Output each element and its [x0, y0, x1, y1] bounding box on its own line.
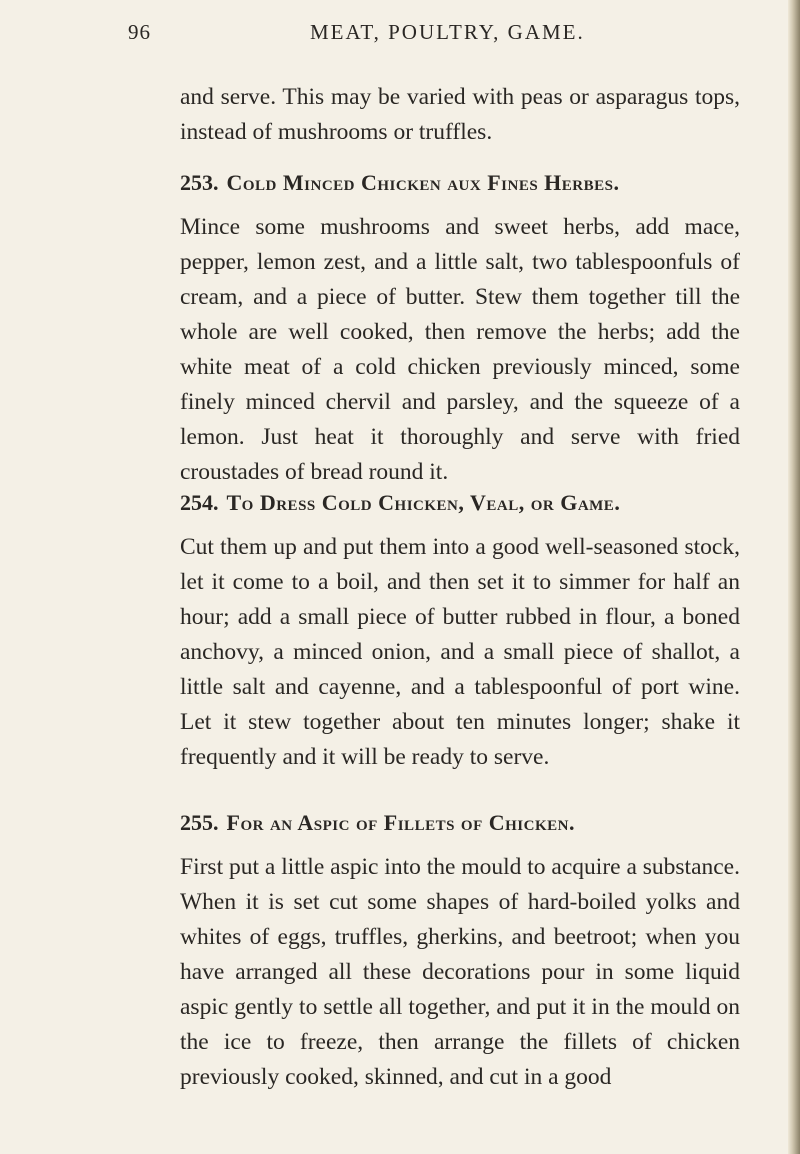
recipe-number: 254. [180, 490, 219, 515]
recipe-title: To Dress Cold Chicken, Veal, or Game. [226, 490, 621, 515]
page-number: 96 [128, 20, 151, 44]
continuation-paragraph: and serve. This may be varied with peas or asparagus tops, instead of mushrooms or truffles. [180, 84, 740, 145]
recipe-title: For an Aspic of Fillets of Chicken. [226, 810, 575, 835]
recipe-body-255: First put a little aspic into the mould to acquire a substance. When it is set cut some shapes of hard-boiled yolks and whites of eggs, truffles, gherkins, and beetroot; when you have arranged all these decorations pour in some liquid aspic gently to settle all together, and put it in the mould on the ice to freeze, then arrange the fillets of chicken previously cooked, skinned, and cut in a good [180, 854, 740, 1090]
page-edge-shadow [788, 0, 800, 1154]
recipe-title: Cold Minced Chicken aux Fines Herbes. [226, 170, 620, 195]
recipe-body-253: Mince some mushrooms and sweet herbs, add mace, pepper, lemon zest, and a little salt, two tablespoonfuls of cream, and a piece of butter. Stew them together till the whole are well cooked, then remove the herbs; add the white meat of a cold chicken previously minced, some finely minced chervil and parsley, and the squeeze of a lemon. Just heat it thoroughly and serve with fried croustades of bread round it. [180, 214, 740, 485]
recipe-heading-254 [180, 490, 740, 516]
recipe-number: 253. [180, 170, 219, 195]
recipe-heading-253 [180, 170, 740, 196]
recipe-body-254: Cut them up and put them into a good well-seasoned stock, let it come to a boil, and then set it to simmer for half an hour; add a small piece of butter rubbed in flour, a boned anchovy, a minced onion, and a small piece of shallot, a little salt and cayenne, and a tablespoonful of port wine. Let it stew together about ten minutes longer; shake it frequently and it will be ready to serve. [180, 534, 740, 770]
recipe-heading-255 [180, 810, 740, 836]
page-header [0, 20, 800, 50]
running-head: MEAT, POULTRY, GAME. [310, 20, 585, 44]
recipe-number: 255. [180, 810, 219, 835]
